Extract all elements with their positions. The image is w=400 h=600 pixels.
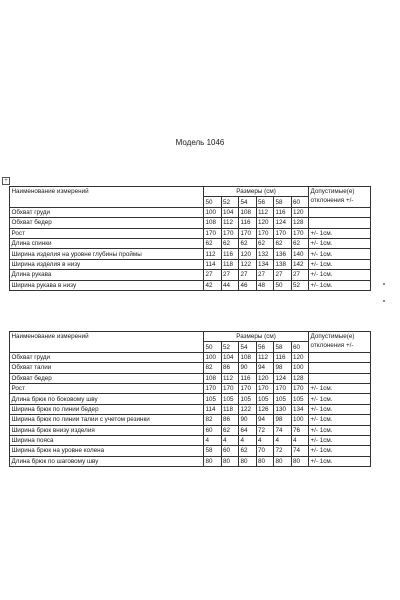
measurement-value: 120 [239, 249, 257, 259]
size-header-cell: 58 [274, 342, 292, 352]
measurement-value: 4 [239, 435, 257, 445]
measurement-value: 62 [221, 238, 239, 248]
measurement-name: Длина брюк по шаговому шву [10, 456, 204, 466]
table-row [10, 415, 371, 425]
measurement-name: Обхват груди [10, 352, 204, 362]
measurement-value: 112 [204, 249, 222, 259]
measurement-name: Ширина брюк по линии бедер [10, 404, 204, 414]
tolerance-cell: +/- 1см. [309, 446, 371, 456]
measurement-value: 62 [239, 446, 257, 456]
measurement-name: Длина спинки [10, 238, 204, 248]
header-row [10, 332, 371, 342]
table-move-handle-icon[interactable]: + [2, 177, 10, 185]
size-header-cell: 56 [256, 342, 274, 352]
tolerance-cell: +/- 1см. [309, 228, 371, 238]
measurement-value: 42 [204, 280, 222, 290]
measurement-value: 80 [274, 456, 292, 466]
measurement-value: 52 [291, 280, 309, 290]
measurement-value: 80 [239, 456, 257, 466]
size-header-cell: 52 [221, 197, 239, 207]
tolerance-cell: +/- 1см. [309, 425, 371, 435]
measurement-value: 80 [221, 456, 239, 466]
header-sizes: Размеры (см) [204, 187, 309, 197]
tolerance-cell: +/- 1см. [309, 456, 371, 466]
measurement-name: Обхват талии [10, 363, 204, 373]
measurement-value: 122 [239, 404, 257, 414]
measurement-value: 124 [274, 218, 292, 228]
measurement-value: 4 [256, 435, 274, 445]
table-row [10, 394, 371, 404]
measurement-name: Ширина изделия на уровне глубины проймы [10, 249, 204, 259]
measurement-value: 94 [256, 415, 274, 425]
tolerance-cell [309, 373, 371, 383]
document-title: Модель 1046 [175, 138, 225, 147]
measurement-value: 105 [221, 394, 239, 404]
measurement-name: Рост [10, 383, 204, 393]
measurement-value: 50 [274, 280, 292, 290]
measurement-value: 134 [256, 259, 274, 269]
paragraph-mark-icon [383, 300, 385, 302]
table-row [10, 352, 371, 362]
measurement-value: 170 [291, 383, 309, 393]
measurement-value: 124 [274, 373, 292, 383]
measurement-name: Ширина брюк по линии талии с учетом резинки [10, 415, 204, 425]
measurement-value: 120 [256, 373, 274, 383]
header-tolerance [309, 187, 371, 208]
measurement-value: 80 [291, 456, 309, 466]
measurement-value: 60 [204, 425, 222, 435]
measurement-value: 62 [239, 238, 257, 248]
measurement-value: 76 [291, 425, 309, 435]
measurement-value: 112 [221, 373, 239, 383]
table-row [10, 373, 371, 383]
measurement-value: 27 [256, 270, 274, 280]
measurement-value: 116 [274, 352, 292, 362]
tolerance-cell: +/- 1см. [309, 280, 371, 290]
tolerance-cell: +/- 1см. [309, 259, 371, 269]
measurement-value: 170 [256, 383, 274, 393]
measurement-value: 4 [291, 435, 309, 445]
measurement-value: 100 [291, 415, 309, 425]
size-header-cell: 60 [291, 342, 309, 352]
tolerance-cell [309, 207, 371, 217]
measurement-value: 116 [239, 218, 257, 228]
measurement-name: Рост [10, 228, 204, 238]
measurement-value: 27 [274, 270, 292, 280]
size-chart-table-1 [9, 186, 371, 291]
measurement-value: 4 [221, 435, 239, 445]
measurement-value: 128 [291, 373, 309, 383]
table-row [10, 280, 371, 290]
measurement-value: 58 [204, 446, 222, 456]
table-row [10, 238, 371, 248]
table-row [10, 249, 371, 259]
header-measurement-name: Наименование измерений [10, 187, 204, 208]
measurement-value: 104 [221, 352, 239, 362]
header-tolerance-line2: отклонения +/- [310, 196, 354, 204]
measurement-value: 98 [274, 363, 292, 373]
measurement-value: 112 [256, 207, 274, 217]
table-row [10, 456, 371, 466]
measurement-value: 70 [256, 446, 274, 456]
measurement-name: Длина рукава [10, 270, 204, 280]
measurement-value: 170 [221, 383, 239, 393]
measurement-value: 116 [274, 207, 292, 217]
header-sizes: Размеры (см) [204, 332, 309, 342]
size-header-cell: 54 [239, 197, 257, 207]
measurement-value: 72 [274, 446, 292, 456]
measurement-name: Ширина брюк на уровне колена [10, 446, 204, 456]
table-row [10, 207, 371, 217]
size-header-cell: 60 [291, 197, 309, 207]
measurement-value: 62 [291, 238, 309, 248]
size-header-cell: 56 [256, 197, 274, 207]
measurement-value: 170 [256, 228, 274, 238]
measurement-value: 94 [256, 363, 274, 373]
size-header-cell: 52 [221, 342, 239, 352]
table-row [10, 270, 371, 280]
measurement-value: 105 [204, 394, 222, 404]
table-row [10, 363, 371, 373]
table-row [10, 435, 371, 445]
measurement-value: 27 [221, 270, 239, 280]
measurement-value: 64 [239, 425, 257, 435]
measurement-value: 100 [291, 363, 309, 373]
measurement-value: 80 [256, 456, 274, 466]
measurement-value: 112 [256, 352, 274, 362]
measurement-value: 27 [239, 270, 257, 280]
measurement-value: 46 [239, 280, 257, 290]
tolerance-cell: +/- 1см. [309, 404, 371, 414]
table-row [10, 446, 371, 456]
measurement-value: 114 [204, 259, 222, 269]
measurement-value: 86 [221, 363, 239, 373]
header-row [10, 187, 371, 197]
table-row [10, 383, 371, 393]
measurement-value: 82 [204, 415, 222, 425]
measurement-value: 126 [256, 404, 274, 414]
measurement-value: 105 [256, 394, 274, 404]
measurement-name: Обхват бедер [10, 373, 204, 383]
measurement-value: 104 [221, 207, 239, 217]
header-measurement-name: Наименование измерений [10, 332, 204, 353]
measurement-value: 108 [204, 218, 222, 228]
header-tolerance [309, 332, 371, 353]
tolerance-cell: +/- 1см. [309, 415, 371, 425]
header-tolerance-line1: Допустимые(е) [310, 333, 355, 341]
measurement-value: 62 [204, 238, 222, 248]
size-header-cell: 50 [204, 342, 222, 352]
measurement-name: Ширина пояса [10, 435, 204, 445]
measurement-value: 142 [291, 259, 309, 269]
measurement-value: 120 [291, 352, 309, 362]
measurement-value: 120 [291, 207, 309, 217]
measurement-value: 170 [274, 383, 292, 393]
measurement-value: 140 [291, 249, 309, 259]
measurement-value: 116 [221, 249, 239, 259]
measurement-value: 90 [239, 415, 257, 425]
measurement-value: 105 [239, 394, 257, 404]
measurement-value: 122 [239, 259, 257, 269]
measurement-value: 74 [274, 425, 292, 435]
table-row [10, 228, 371, 238]
paragraph-mark-icon [383, 283, 385, 285]
tolerance-cell: +/- 1см. [309, 238, 371, 248]
measurement-name: Ширина изделия в низу [10, 259, 204, 269]
measurement-value: 90 [239, 363, 257, 373]
measurement-value: 98 [274, 415, 292, 425]
measurement-value: 118 [221, 404, 239, 414]
measurement-value: 62 [274, 238, 292, 248]
tolerance-cell [309, 352, 371, 362]
measurement-name: Ширина брюк внизу изделия [10, 425, 204, 435]
measurement-value: 128 [291, 218, 309, 228]
measurement-value: 114 [204, 404, 222, 414]
measurement-value: 170 [239, 228, 257, 238]
measurement-value: 100 [204, 207, 222, 217]
measurement-value: 170 [204, 228, 222, 238]
measurement-value: 134 [291, 404, 309, 414]
measurement-name: Обхват бедер [10, 218, 204, 228]
measurement-value: 62 [221, 425, 239, 435]
measurement-value: 116 [239, 373, 257, 383]
table-row [10, 259, 371, 269]
measurement-value: 27 [291, 270, 309, 280]
measurement-value: 118 [221, 259, 239, 269]
measurement-name: Ширина рукава в низу [10, 280, 204, 290]
size-header-cell: 58 [274, 197, 292, 207]
measurement-value: 4 [204, 435, 222, 445]
tolerance-cell [309, 218, 371, 228]
measurement-value: 82 [204, 363, 222, 373]
measurement-value: 80 [204, 456, 222, 466]
measurement-value: 60 [221, 446, 239, 456]
measurement-name: Длина брюк по боковому шву [10, 394, 204, 404]
measurement-value: 132 [256, 249, 274, 259]
measurement-value: 105 [274, 394, 292, 404]
measurement-value: 136 [274, 249, 292, 259]
measurement-value: 170 [221, 228, 239, 238]
tolerance-cell: +/- 1см. [309, 383, 371, 393]
tolerance-cell: +/- 1см. [309, 394, 371, 404]
size-header-cell: 50 [204, 197, 222, 207]
table-row [10, 425, 371, 435]
header-tolerance-line1: Допустимые(е) [310, 188, 355, 196]
measurement-value: 108 [239, 352, 257, 362]
tolerance-cell [309, 363, 371, 373]
tolerance-cell: +/- 1см. [309, 270, 371, 280]
measurement-value: 138 [274, 259, 292, 269]
measurement-value: 100 [204, 352, 222, 362]
tolerance-cell: +/- 1см. [309, 435, 371, 445]
measurement-value: 86 [221, 415, 239, 425]
measurement-value: 170 [274, 228, 292, 238]
measurement-value: 4 [274, 435, 292, 445]
measurement-value: 108 [204, 373, 222, 383]
tolerance-cell: +/- 1см. [309, 249, 371, 259]
measurement-value: 27 [204, 270, 222, 280]
table-row [10, 218, 371, 228]
measurement-value: 74 [291, 446, 309, 456]
measurement-value: 44 [221, 280, 239, 290]
measurement-value: 112 [221, 218, 239, 228]
measurement-value: 62 [256, 238, 274, 248]
measurement-value: 170 [291, 228, 309, 238]
size-header-cell: 54 [239, 342, 257, 352]
measurement-value: 130 [274, 404, 292, 414]
measurement-value: 170 [239, 383, 257, 393]
measurement-value: 48 [256, 280, 274, 290]
measurement-name: Обхват груди [10, 207, 204, 217]
header-tolerance-line2: отклонения +/- [310, 341, 354, 349]
size-chart-table-2 [9, 331, 371, 467]
measurement-value: 120 [256, 218, 274, 228]
measurement-value: 170 [204, 383, 222, 393]
table-row [10, 404, 371, 414]
measurement-value: 108 [239, 207, 257, 217]
measurement-value: 72 [256, 425, 274, 435]
measurement-value: 105 [291, 394, 309, 404]
